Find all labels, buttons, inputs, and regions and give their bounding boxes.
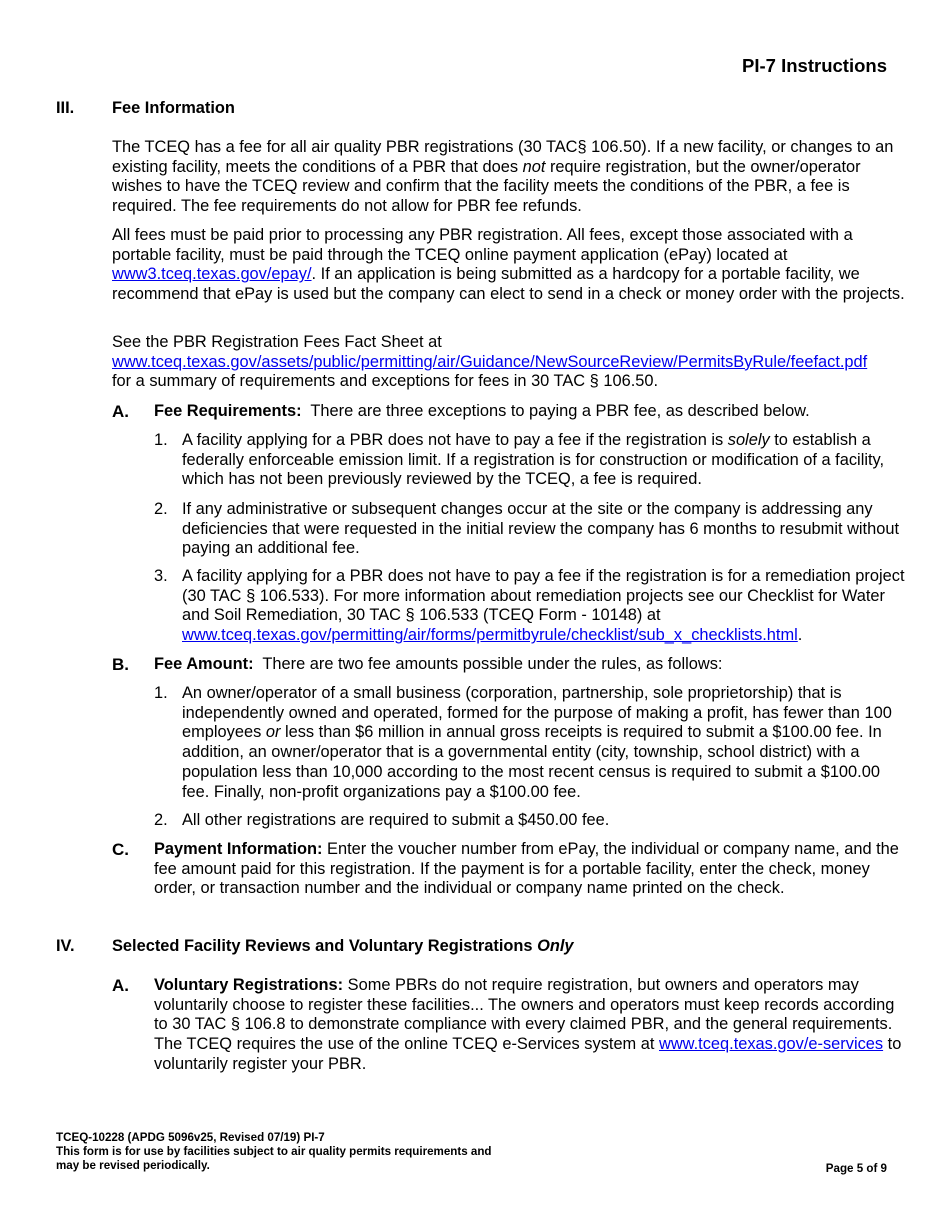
list-item: An owner/operator of a small business (corporation, partnership, sole proprietorship) that is independently owned and operated, formed for the purpose of making a profit, has fewer than 100 employees or less than $6 million in annual gross receipts is required to submit a $100.00 fee. In addition, an owner/operator that is a governmental entity (city, township, school district) with a population less than 10,000 according to the most recent census is required to submit a $100.00 fee. Finally, non-profit organizations pay a $100.00 fee. bbox=[182, 684, 892, 801]
fee-info-paragraph-1: The TCEQ has a fee for all air quality PBR registrations (30 TAC§ 106.50). If a new facility, or changes to an existing facility, meets the conditions of a PBR that does not require registration, but the owner/operator wishes to have the TCEQ review and confirm that the facility meets the conditions of the PBR, a fee is required. The fee requirements do not allow for PBR fee refunds. bbox=[112, 138, 894, 216]
section-number: III. bbox=[56, 99, 75, 117]
page-header-title: PI-7 Instructions bbox=[742, 55, 887, 76]
footer-form-id: TCEQ-10228 (APDG 5096v25, Revised 07/19) PI-7 bbox=[56, 1131, 325, 1144]
footer-note: may be revised periodically. bbox=[56, 1159, 210, 1172]
footer-form-info bbox=[56, 1131, 492, 1173]
fee-amount: Fee Amount: There are two fee amounts possible under the rules, as follows: bbox=[154, 655, 723, 673]
list-number: 1. bbox=[154, 684, 168, 702]
item-letter-b: B. bbox=[112, 655, 129, 674]
list-number: 1. bbox=[154, 431, 168, 449]
remediation-checklist-link[interactable]: www.tceq.texas.gov/permitting/air/forms/permitbyrule/checklist/sub_x_checklists.html bbox=[182, 626, 798, 645]
list-number: 2. bbox=[154, 811, 168, 829]
item-letter-c: C. bbox=[112, 840, 129, 859]
section-title: Fee Information bbox=[112, 99, 235, 117]
page-number: Page 5 of 9 bbox=[825, 1162, 887, 1175]
list-item: If any administrative or subsequent changes occur at the site or the company is addressing any deficiencies that were requested in the initial review the company has 6 months to resubmit without paying an additional fee. bbox=[182, 500, 900, 558]
epay-link[interactable]: www3.tceq.texas.gov/epay/ bbox=[112, 265, 312, 284]
list-item: A facility applying for a PBR does not have to pay a fee if the registration is for a remediation project (30 TAC § 106.533). For more information about remediation projects see our Checklist for Water and Soil Remediation, 30 TAC § 106.533 (TCEQ Form - 10148) at www.tceq.texas.gov/permitting/air/forms/permitbyrule/checklist/sub_x_checklists.html. bbox=[182, 567, 905, 645]
item-letter-a: A. bbox=[112, 402, 129, 421]
fee-info-paragraph-2: All fees must be paid prior to processing any PBR registration. All fees, except those associated with a portable facility, must be paid through the TCEQ online payment application (ePay) located at www3.tceq.texas.gov/epay/. If an application is being submitted as a hardcopy for a portable facility, we recommend that ePay is used but the company can elect to send in a check or money order with the projects. bbox=[112, 226, 905, 304]
fee-info-paragraph-3: See the PBR Registration Fees Fact Sheet at www.tceq.texas.gov/assets/public/permitting/air/Guidance/NewSourceReview/PermitsByRule/feefact.pdf for a summary of requirements and exceptions for fees in 30 TAC § 106.50. bbox=[112, 333, 868, 391]
payment-information: Payment Information: Enter the voucher number from ePay, the individual or company name, and the fee amount paid for this registration. If the payment is for a portable facility, enter the check, money order, or transaction number and the individual or company name printed on the check. bbox=[154, 840, 899, 898]
e-services-link[interactable]: www.tceq.texas.gov/e-services bbox=[659, 1035, 884, 1054]
list-number: 2. bbox=[154, 500, 168, 518]
footer-note: This form is for use by facilities subject to air quality permits requirements and bbox=[56, 1145, 492, 1158]
section-title: Selected Facility Reviews and Voluntary Registrations Only bbox=[112, 937, 574, 955]
section-number: IV. bbox=[56, 937, 75, 955]
item-letter-a: A. bbox=[112, 976, 129, 995]
list-item: A facility applying for a PBR does not have to pay a fee if the registration is solely to establish a federally enforceable emission limit. If a registration is for construction or modification of a facility, which has not been previously reviewed by the TCEQ, a fee is required. bbox=[182, 431, 885, 489]
list-number: 3. bbox=[154, 567, 168, 585]
list-item: All other registrations are required to submit a $450.00 fee. bbox=[182, 811, 610, 829]
fee-requirements: Fee Requirements: There are three exceptions to paying a PBR fee, as described below. bbox=[154, 402, 810, 420]
voluntary-registrations: Voluntary Registrations: Some PBRs do not require registration, but owners and operators may voluntarily choose to register these facilities... The owners and operators must keep records according to 30 TAC § 106.8 to demonstrate compliance with every claimed PBR, and the general requirements. The TCEQ requires the use of the online TCEQ e-Services system at www.tceq.texas.gov/e-services to voluntarily register your PBR. bbox=[154, 976, 902, 1073]
fee-fact-sheet-link[interactable]: www.tceq.texas.gov/assets/public/permitting/air/Guidance/NewSourceReview/PermitsByRule/feefact.pdf bbox=[112, 352, 868, 371]
